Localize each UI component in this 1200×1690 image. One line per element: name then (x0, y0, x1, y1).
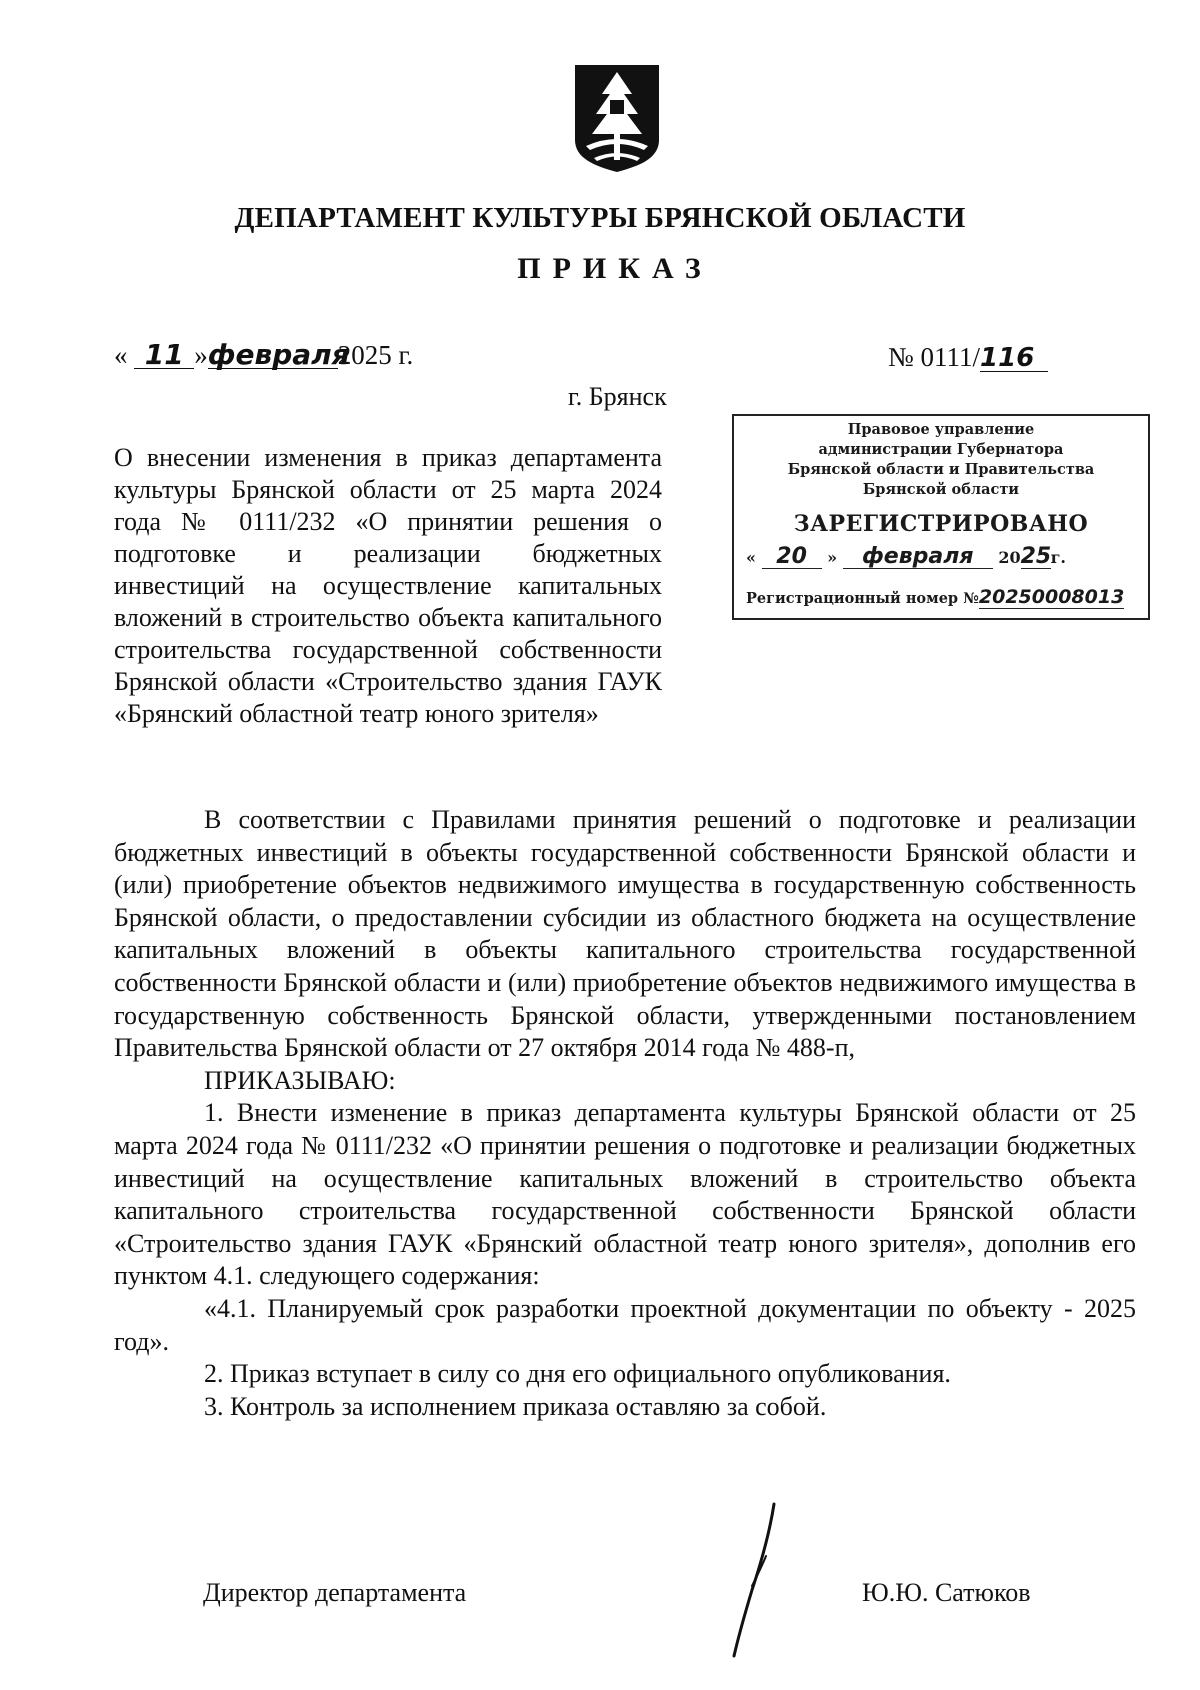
registration-stamp (732, 414, 1150, 620)
order-number-prefix: № 0111/ (888, 342, 981, 372)
stamp-line: Брянской области (862, 481, 1020, 498)
order-item-2: 2. Приказ вступает в силу со дня его официального опубликования. (204, 1359, 951, 1389)
stamp-year-prefix: 20 (998, 548, 1021, 567)
bryansk-emblem-icon (572, 62, 662, 174)
order-item-3: 3. Контроль за исполнением приказа оставляю за собой. (204, 1391, 827, 1421)
city: г. Брянск (568, 382, 667, 411)
order-word: ПРИКАЗЫВАЮ: (204, 1065, 396, 1095)
order-number-handwritten: 116 (980, 345, 1048, 372)
order-number (888, 342, 1048, 373)
stamp-line: Правовое управление (847, 421, 1035, 438)
stamp-date-sep: » (827, 548, 838, 567)
order-date (114, 340, 413, 371)
stamp-day-handwritten: 20 (762, 546, 822, 569)
stamp-month-handwritten: февраля (843, 546, 993, 569)
stamp-authority (734, 420, 1148, 500)
date-year: 2025 г. (337, 340, 414, 370)
stamp-year-suffix: г. (1050, 548, 1066, 567)
signer-title: Директор департамента (203, 1578, 467, 1607)
preamble-paragraph: В соответствии с Правилами принятия решений о подготовке и реализации бюджетных инвестиций в объекты государственной собственности Брянской области и (или) приобретение объектов недвижимого имущества в государственную собственность Брянской области, о предоставлении субсидии из областного бюджета на осуществление капитальных вложений в объекты капитального строительства государственной собственности Брянской области и (или) приобретение объектов недвижимого имущества в государственную собственность Брянской области, утвержденными постановлением Правительства Брянской области от 27 октября 2014 года № 488-п, (114, 805, 1136, 1063)
department-title: ДЕПАРТАМЕНТ КУЛЬТУРЫ БРЯНСКОЙ ОБЛАСТИ (234, 202, 966, 234)
stamp-line: Брянской области и Правительства (787, 461, 1095, 478)
stamp-date (746, 546, 1140, 569)
stamp-year-handwritten: 25 (1020, 544, 1052, 569)
stamp-date-open: « (746, 548, 756, 567)
date-month-handwritten: февраля (207, 338, 350, 371)
date-day-handwritten: 11 (134, 342, 194, 369)
date-close-quote: » (194, 340, 208, 370)
signer-name: Ю.Ю. Сатюков (862, 1578, 1031, 1607)
date-open-quote: « (114, 340, 128, 370)
stamp-reg-label: Регистрационный номер № (746, 590, 979, 607)
stamp-registered: ЗАРЕГИСТРИРОВАНО (793, 511, 1089, 537)
order-subject: О внесении изменения в приказ департамента культуры Брянской области от 25 марта 2024 года № 0111/232 «О принятии решения о подготовке и реализации бюджетных инвестиций на осуществление капитальных вложений в строительство объекта капитального строительства государственной собственности Брянской области «Строительство здания ГАУК «Брянский областной театр юного зрителя» (114, 443, 662, 728)
order-item-1: 1. Внести изменение в приказ департамента культуры Брянской области от 25 марта 2024 года № 0111/232 «О принятии решения о подготовке и реализации бюджетных инвестиций на осуществление капитальных вложений в строительство объекта капитального строительства государственной собственности Брянской области «Строительство здания ГАУК «Брянский областной театр юного зрителя», дополнив его пунктом 4.1. следующего содержания: (114, 1098, 1136, 1291)
stamp-registration-number (746, 586, 1146, 608)
stamp-line: администрации Губернатора (818, 441, 1064, 458)
order-item-1-quote: «4.1. Планируемый срок разработки проектной документации по объекту - 2025 год». (114, 1293, 1136, 1356)
order-body (114, 804, 1136, 1423)
document-type: ПРИКАЗ (517, 252, 713, 285)
stamp-reg-number-handwritten: 20250008013 (978, 586, 1125, 608)
handwritten-signature (722, 1500, 792, 1660)
